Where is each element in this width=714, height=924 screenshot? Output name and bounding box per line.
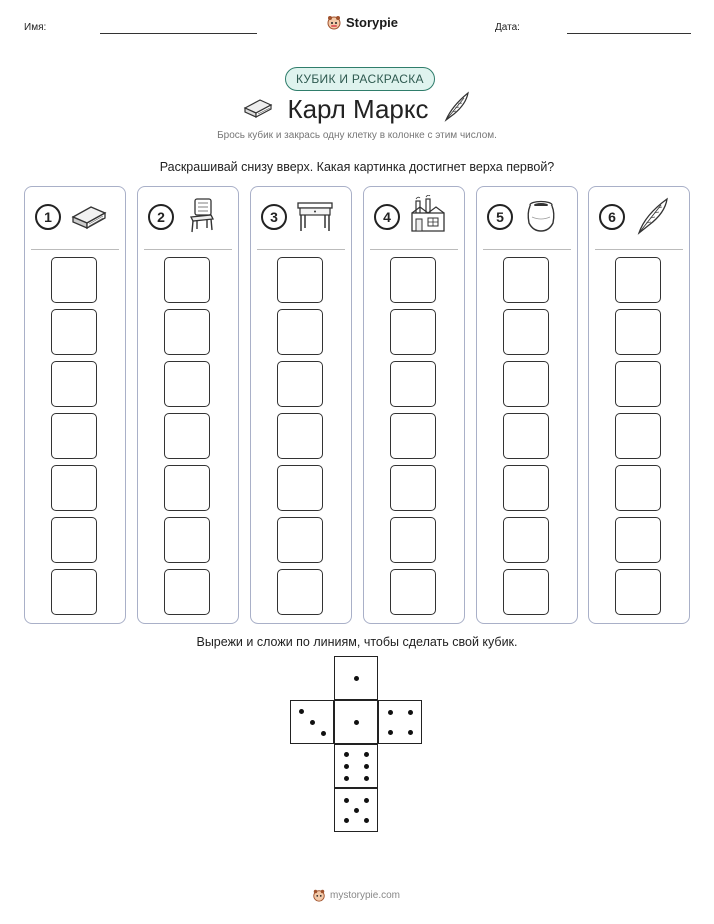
footer bbox=[312, 888, 400, 902]
dice-pip bbox=[344, 752, 349, 757]
date-line[interactable] bbox=[567, 33, 691, 34]
dice-face bbox=[334, 700, 378, 744]
color-cell[interactable] bbox=[277, 309, 323, 355]
dice-pip bbox=[344, 776, 349, 781]
color-cell[interactable] bbox=[503, 257, 549, 303]
dice-pip bbox=[344, 764, 349, 769]
color-cell[interactable] bbox=[390, 569, 436, 615]
dice-pip bbox=[408, 730, 413, 735]
dice-pip bbox=[299, 709, 304, 714]
worksheet-badge: КУБИК И РАСКРАСКА bbox=[285, 67, 435, 91]
color-cell[interactable] bbox=[615, 413, 661, 459]
dice-pip bbox=[354, 808, 359, 813]
footer-url[interactable]: mystorypie.com bbox=[330, 889, 401, 901]
dice-column-1 bbox=[24, 186, 126, 624]
dice-face bbox=[334, 744, 378, 788]
subtitle: Брось кубик и закрась одну клетку в колонке с этим числом. bbox=[217, 130, 497, 141]
color-cell[interactable] bbox=[51, 517, 97, 563]
color-cell[interactable] bbox=[615, 517, 661, 563]
color-cell[interactable] bbox=[615, 257, 661, 303]
color-cell[interactable] bbox=[390, 257, 436, 303]
column-number: 2 bbox=[148, 204, 174, 230]
dice-pip bbox=[408, 710, 413, 715]
inkpot-icon bbox=[521, 195, 561, 235]
column-number: 5 bbox=[487, 204, 513, 230]
dice-pip bbox=[364, 818, 369, 823]
dice-pip bbox=[364, 764, 369, 769]
color-cell[interactable] bbox=[615, 465, 661, 511]
color-cell[interactable] bbox=[615, 361, 661, 407]
dice-face bbox=[334, 656, 378, 700]
dice-face bbox=[334, 788, 378, 832]
color-cell[interactable] bbox=[615, 569, 661, 615]
column-divider bbox=[595, 249, 683, 250]
brand-logo bbox=[326, 14, 398, 30]
book-icon bbox=[242, 94, 274, 125]
color-cell[interactable] bbox=[390, 361, 436, 407]
dice-pip bbox=[388, 730, 393, 735]
column-divider bbox=[370, 249, 458, 250]
column-number: 1 bbox=[35, 204, 61, 230]
desk-icon bbox=[295, 195, 335, 235]
dice-pip bbox=[364, 776, 369, 781]
color-cell[interactable] bbox=[164, 465, 210, 511]
column-divider bbox=[483, 249, 571, 250]
dice-column-3 bbox=[250, 186, 352, 624]
color-cell[interactable] bbox=[503, 413, 549, 459]
page-title: Карл Маркс bbox=[287, 94, 429, 124]
dice-face bbox=[378, 700, 422, 744]
name-label: Имя: bbox=[24, 22, 47, 33]
color-cell[interactable] bbox=[164, 569, 210, 615]
color-cell[interactable] bbox=[615, 309, 661, 355]
dice-column-6 bbox=[588, 186, 690, 624]
storypie-mascot-icon bbox=[312, 888, 326, 902]
color-cell[interactable] bbox=[164, 257, 210, 303]
color-cell[interactable] bbox=[503, 569, 549, 615]
column-divider bbox=[144, 249, 232, 250]
column-divider bbox=[31, 249, 119, 250]
color-cell[interactable] bbox=[277, 517, 323, 563]
color-cell[interactable] bbox=[164, 309, 210, 355]
dice-pip bbox=[364, 798, 369, 803]
column-divider bbox=[257, 249, 345, 250]
chair-icon bbox=[182, 195, 222, 235]
cut-instruction: Вырежи и сложи по линиям, чтобы сделать свой кубик. bbox=[196, 635, 518, 649]
color-cell[interactable] bbox=[277, 569, 323, 615]
dice-pip bbox=[310, 720, 315, 725]
color-cell[interactable] bbox=[51, 309, 97, 355]
factory-icon bbox=[408, 195, 448, 235]
dice-pip bbox=[388, 710, 393, 715]
date-label: Дата: bbox=[495, 22, 520, 33]
color-cell[interactable] bbox=[51, 465, 97, 511]
color-cell[interactable] bbox=[51, 257, 97, 303]
color-cell[interactable] bbox=[51, 569, 97, 615]
color-cell[interactable] bbox=[390, 309, 436, 355]
color-cell[interactable] bbox=[51, 413, 97, 459]
color-cell[interactable] bbox=[164, 517, 210, 563]
color-cell[interactable] bbox=[51, 361, 97, 407]
color-cell[interactable] bbox=[277, 361, 323, 407]
dice-pip bbox=[354, 720, 359, 725]
color-cell[interactable] bbox=[164, 413, 210, 459]
brand-name: Storypie bbox=[346, 14, 399, 30]
column-number: 3 bbox=[261, 204, 287, 230]
color-cell[interactable] bbox=[503, 361, 549, 407]
color-cell[interactable] bbox=[164, 361, 210, 407]
dice-pip bbox=[364, 752, 369, 757]
book-icon bbox=[69, 195, 109, 235]
color-cell[interactable] bbox=[390, 413, 436, 459]
color-cell[interactable] bbox=[503, 465, 549, 511]
color-cell[interactable] bbox=[503, 517, 549, 563]
color-cell[interactable] bbox=[277, 465, 323, 511]
storypie-mascot-icon bbox=[326, 14, 342, 30]
column-number: 6 bbox=[599, 204, 625, 230]
color-cell[interactable] bbox=[503, 309, 549, 355]
dice-column-2 bbox=[137, 186, 239, 624]
color-cell[interactable] bbox=[390, 517, 436, 563]
column-number: 4 bbox=[374, 204, 400, 230]
color-cell[interactable] bbox=[277, 257, 323, 303]
dice-pip bbox=[321, 731, 326, 736]
dice-pip bbox=[344, 818, 349, 823]
quill-icon bbox=[442, 90, 472, 127]
dice-column-4 bbox=[363, 186, 465, 624]
quill-icon bbox=[633, 195, 673, 235]
color-cell[interactable] bbox=[277, 413, 323, 459]
dice-column-5 bbox=[476, 186, 578, 624]
color-cell[interactable] bbox=[390, 465, 436, 511]
dice-pip bbox=[354, 676, 359, 681]
dice-pip bbox=[344, 798, 349, 803]
dice-face bbox=[290, 700, 334, 744]
name-line[interactable] bbox=[100, 33, 257, 34]
coloring-instruction: Раскрашивай снизу вверх. Какая картинка достигнет верха первой? bbox=[159, 160, 555, 174]
